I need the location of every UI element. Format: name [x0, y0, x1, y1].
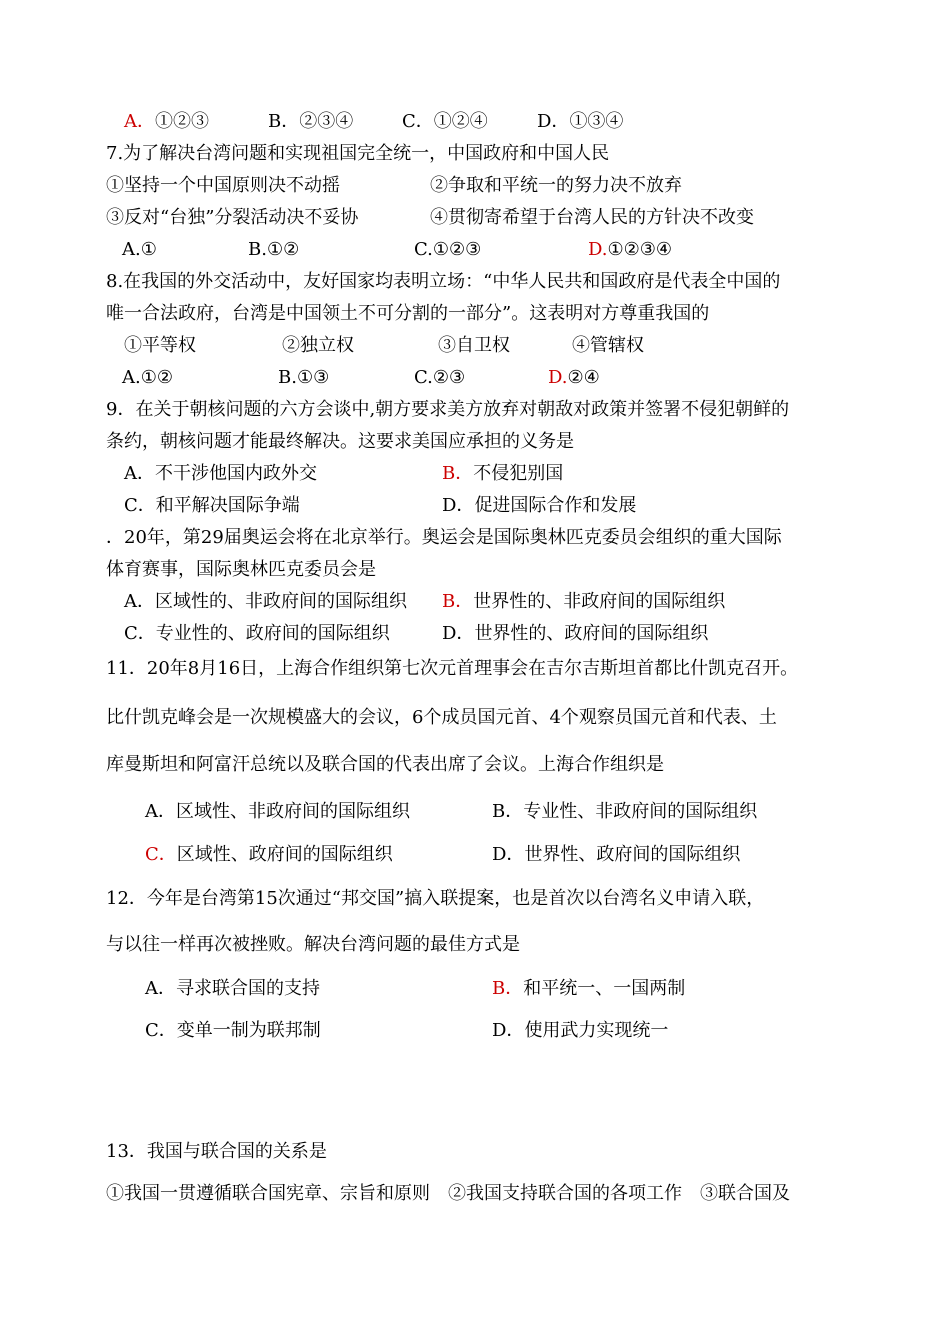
- q7-option-c[interactable]: C.①②③: [414, 239, 482, 260]
- q10-stem-line2: 体育赛事，国际奥林匹克委员会是: [106, 559, 376, 580]
- q8-item-2: ②独立权: [282, 335, 354, 356]
- q7-item-3: ③反对“台独”分裂活动决不妥协: [106, 207, 359, 228]
- q8-option-b[interactable]: B.①③: [278, 367, 330, 388]
- q9-stem-line2: 条约，朝核问题才能最终解决。这要求美国应承担的义务是: [106, 431, 574, 452]
- q11-stem-line1: 11．20年8月16日，上海合作组织第七次元首理事会在吉尔吉斯坦首都比什凯克召开。: [106, 658, 799, 679]
- q8-stem-line1: 8.在我国的外交活动中，友好国家均表明立场：“中华人民共和国政府是代表全中国的: [106, 271, 781, 292]
- q9-stem-line1: 9．在关于朝核问题的六方会谈中,朝方要求美方放弃对朝敌对政策并签署不侵犯朝鲜的: [106, 399, 790, 420]
- q10-option-b[interactable]: B．世界性的、非政府间的国际组织: [442, 591, 726, 612]
- q9-option-b[interactable]: B．不侵犯别国: [442, 463, 564, 484]
- q9-option-c[interactable]: C．和平解决国际争端: [124, 495, 300, 516]
- q8-item-4: ④管辖权: [572, 335, 644, 356]
- q7-option-a[interactable]: A.①: [122, 239, 157, 260]
- q10-option-d[interactable]: D．世界性的、政府间的国际组织: [442, 623, 709, 644]
- q7-option-d[interactable]: D.①②③④: [588, 239, 673, 260]
- q8-option-d[interactable]: D.②④: [548, 367, 600, 388]
- q8-item-1: ①平等权: [124, 335, 196, 356]
- q10-stem-line1: ．20年，第29届奥运会将在北京举行。奥运会是国际奥林匹克委员会组织的重大国际: [106, 527, 782, 548]
- q6-option-b[interactable]: B．②③④: [268, 111, 354, 132]
- q8-option-a[interactable]: A.①②: [122, 367, 174, 388]
- q13-items-line: ①我国一贯遵循联合国宪章、宗旨和原则 ②我国支持联合国的各项工作 ③联合国及: [106, 1183, 790, 1204]
- q8-stem-line2: 唯一合法政府，台湾是中国领土不可分割的一部分”。这表明对方尊重我国的: [106, 303, 710, 324]
- q13-stem: 13．我国与联合国的关系是: [106, 1141, 327, 1162]
- q11-stem-line3: 库曼斯坦和阿富汗总统以及联合国的代表出席了会议。上海合作组织是: [106, 754, 664, 775]
- q7-item-1: ①坚持一个中国原则决不动摇: [106, 175, 340, 196]
- q11-option-a[interactable]: A．区域性、非政府间的国际组织: [145, 801, 410, 822]
- q11-stem-line2: 比什凯克峰会是一次规模盛大的会议，6个成员国元首、4个观察员国元首和代表、土: [106, 707, 777, 728]
- q12-option-d[interactable]: D．使用武力实现统一: [492, 1020, 669, 1041]
- q8-item-3: ③自卫权: [438, 335, 510, 356]
- q6-option-d[interactable]: D．①③④: [537, 111, 624, 132]
- q6-option-a[interactable]: A．①②③: [124, 111, 209, 132]
- q7-item-4: ④贯彻寄希望于台湾人民的方针决不改变: [430, 207, 754, 228]
- q9-option-a[interactable]: A．不干涉他国内政外交: [124, 463, 317, 484]
- q7-stem: 7.为了解决台湾问题和实现祖国完全统一，中国政府和中国人民: [106, 143, 610, 164]
- q12-stem-line1: 12．今年是台湾第15次通过“邦交国”搞入联提案，也是首次以台湾名义申请入联，: [106, 888, 765, 909]
- q6-option-c[interactable]: C．①②④: [402, 111, 488, 132]
- q10-option-c[interactable]: C．专业性的、政府间的国际组织: [124, 623, 390, 644]
- q11-option-d[interactable]: D．世界性、政府间的国际组织: [492, 844, 741, 865]
- q12-option-c[interactable]: C．变单一制为联邦制: [145, 1020, 321, 1041]
- q7-item-2: ②争取和平统一的努力决不放弃: [430, 175, 682, 196]
- q7-option-b[interactable]: B.①②: [248, 239, 300, 260]
- q12-option-a[interactable]: A．寻求联合国的支持: [145, 978, 320, 999]
- q10-option-a[interactable]: A．区域性的、非政府间的国际组织: [124, 591, 407, 612]
- q11-option-c[interactable]: C．区域性、政府间的国际组织: [145, 844, 393, 865]
- q12-option-b[interactable]: B．和平统一、一国两制: [492, 978, 686, 999]
- q12-stem-line2: 与以往一样再次被挫败。解决台湾问题的最佳方式是: [106, 934, 520, 955]
- q11-option-b[interactable]: B．专业性、非政府间的国际组织: [492, 801, 758, 822]
- q8-option-c[interactable]: C.②③: [414, 367, 466, 388]
- q9-option-d[interactable]: D．促进国际合作和发展: [442, 495, 637, 516]
